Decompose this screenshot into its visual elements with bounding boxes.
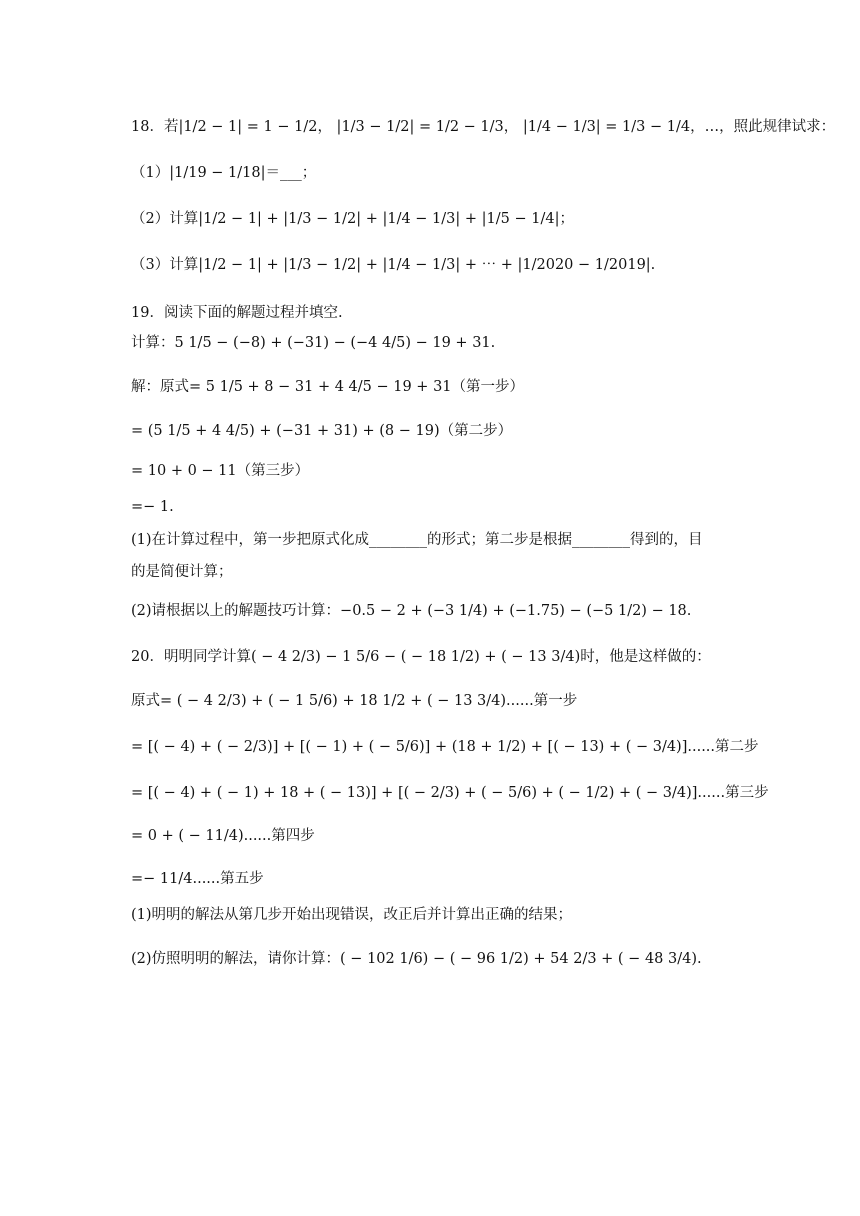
q19-title: 19．阅读下面的解题过程并填空. <box>131 305 343 321</box>
q20-part-1: (1)明明的解法从第几步开始出现错误，改正后并计算出正确的结果； <box>131 907 573 923</box>
q18-part-3: （3）计算|1/2 − 1| + |1/3 − 1/2| + |1/4 − 1/3| + ⋯ + |1/2020 − 1/2019|. <box>131 257 656 273</box>
q18-stem: 18．若|1/2 − 1| = 1 − 1/2， |1/3 − 1/2| = 1/2 − 1/3， |1/4 − 1/3| = 1/3 − 1/4，…，照此规律试求： <box>131 119 836 135</box>
q18-part-2: （2）计算|1/2 − 1| + |1/3 − 1/2| + |1/4 − 1/3| + |1/5 − 1/4|； <box>131 211 574 227</box>
q20-step-5: =− 11/4......第五步 <box>131 871 264 887</box>
q20-part-2: (2)仿照明明的解法，请你计算：( − 102 1/6) − ( − 96 1/2) + 54 2/3 + ( − 48 3/4). <box>131 951 702 967</box>
q19-step-3: = 10 + 0 − 11（第三步） <box>131 463 310 479</box>
q19-part-1a: (1)在计算过程中，第一步把原式化成________的形式；第二步是根据________得到的，目 <box>131 532 703 548</box>
q20-title: 20．明明同学计算( − 4 2/3) − 1 5/6 − ( − 18 1/2) + ( − 13 3/4)时，他是这样做的： <box>131 649 711 665</box>
q20-step-1: 原式= ( − 4 2/3) + ( − 1 5/6) + 18 1/2 + ( − 13 3/4)......第一步 <box>131 693 578 709</box>
q19-step-1: 解：原式= 5 1/5 + 8 − 31 + 4 4/5 − 19 + 31（第一步） <box>131 379 525 395</box>
q18-part-1: （1）|1/19 − 1/18|＝___； <box>131 165 317 181</box>
q19-calc: 计算：5 1/5 − (−8) + (−31) − (−4 4/5) − 19 + 31. <box>131 335 496 351</box>
q19-part-1b: 的是简便计算； <box>131 564 233 580</box>
q19-part-2: (2)请根据以上的解题技巧计算：−0.5 − 2 + (−3 1/4) + (−1.75) − (−5 1/2) − 18. <box>131 603 692 619</box>
q19-step-4: =− 1. <box>131 499 174 515</box>
q19-step-2: = (5 1/5 + 4 4/5) + (−31 + 31) + (8 − 19)（第二步） <box>131 423 513 439</box>
q20-step-2: = [( − 4) + ( − 2/3)] + [( − 1) + ( − 5/6)] + (18 + 1/2) + [( − 13) + ( − 3/4)]......第二步 <box>131 739 759 755</box>
q20-step-4: = 0 + ( − 11/4)......第四步 <box>131 828 315 844</box>
q20-step-3: = [( − 4) + ( − 1) + 18 + ( − 13)] + [( − 2/3) + ( − 5/6) + ( − 1/2) + ( − 3/4)]......第三步 <box>131 785 769 801</box>
